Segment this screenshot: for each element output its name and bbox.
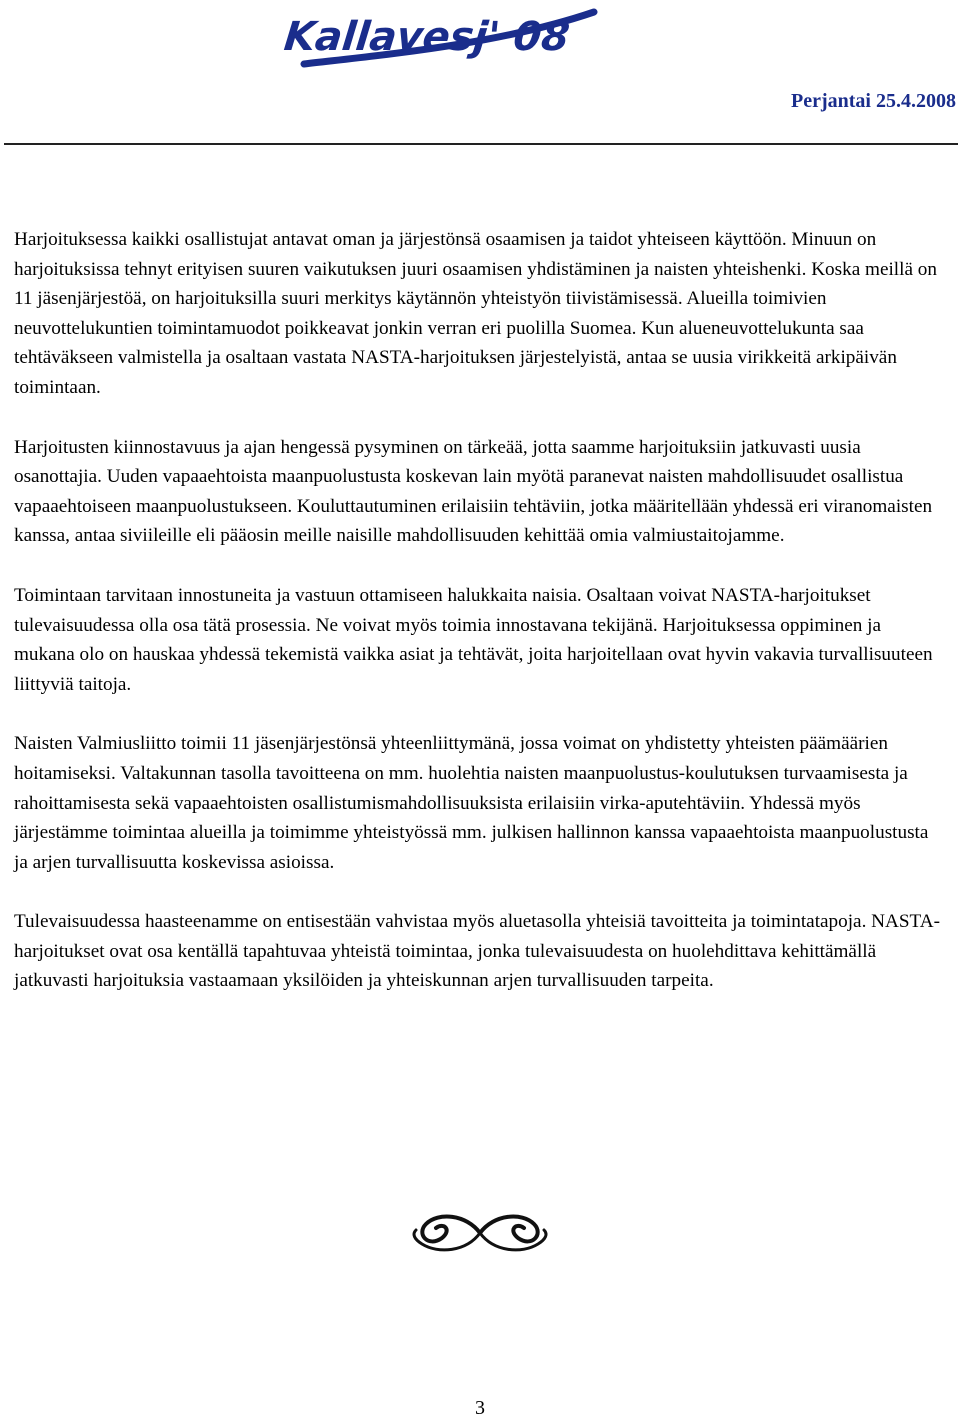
article-body [14,225,944,1026]
header-divider [4,143,958,145]
paragraph: Tulevaisuudessa haasteenamme on entisestään vahvistaa myös aluetasolla yhteisiä tavoitteita ja toimintatapoja. NASTA-harjoitukset ovat osa kentällä tapahtuvaa yhteistä toimintaa, jonka tulevaisuudesta on huolehdittava kehittämällä jatkuvasti harjoituksia vastaamaan yksilöiden ja yhteiskunnan arjen turvallisuuden tarpeita. [14,911,940,992]
paragraph: Naisten Valmiusliitto toimii 11 jäsenjärjestönsä yhteenliittymänä, jossa voimat on yhdistetty yhteisten päämäärien hoitamiseksi. Valtakunnan tasolla tavoitteena on mm. huolehtia naisten maanpuolustus-koulutuksen turvaamisesta ja rahoittamisesta sekä vapaaehtoisten osallistumismahdollisuuksista erilaisiin virka-aputehtäviin. Yhdessä myös järjestämme toimintaa alueilla ja toimimme yhteistyössä mm. julkisen hallinnon kanssa vapaaehtoista maanpuolustusta ja arjen turvallisuutta koskevissa asioissa. [14,733,929,873]
page-number: 3 [475,1397,485,1419]
paragraph: Toimintaan tarvitaan innostuneita ja vastuun ottamiseen halukkaita naisia. Osaltaan voivat NASTA-harjoitukset tulevaisuudessa olla osa tätä prosessia. Ne voivat myös toimia innostavana tekijänä. Harjoituksessa oppiminen ja mukana olo on hauskaa yhdessä tekemistä vaikka asiat ja tehtävät, joita harjoitellaan ovat hyvin vakavia turvallisuuteen liittyviä taitoja. [14,584,933,695]
logo [280,2,610,80]
paragraph: Harjoituksessa kaikki osallistujat antavat oman ja järjestönsä osaamisen ja taidot yhteiseen käyttöön. Minuun on harjoituksissa tehnyt erityisen suuren vaikutuksen juuri osaamisen yhdistäminen ja naisten yhteishenki. Koska meillä on 11 jäsenjärjestöä, on harjoituksilla suuri merkitys käytännön yhteistyön tiivistämisessä. Alueilla toimivien neuvottelukuntien toimintamuodot poikkeavat jonkin verran eri puolilla Suomea. Kun alueneuvottelukunta saa tehtäväkseen valmistella ja osaltaan vastata NASTA-harjoituksen järjestelyistä, antaa se uusia virikkeitä arkipäivän toimintaan. [14,229,937,398]
logo-text: Kallavesj' 08 [281,14,572,60]
paragraph: Harjoitusten kiinnostavuus ja ajan hengessä pysyminen on tärkeää, jotta saamme harjoituksiin jatkuvasti uusia osanottajia. Uuden vapaaehtoista maanpuolustusta koskevan lain myötä paranevat naisten mahdollisuudet osallistua vapaaehtoiseen maanpuolustukseen. Kouluttautuminen erilaisiin tehtäviin, jotka määritellään yhdessä eri viranomaisten kanssa, antaa siviileille eli pääosin meille naisille mahdollisuuden kehittää omia valmiustaitojamme. [14,436,933,547]
header-date: Perjantai 25.4.2008 [791,90,956,112]
ornament-divider-icon [408,1208,552,1258]
logo-graphic [280,2,610,80]
